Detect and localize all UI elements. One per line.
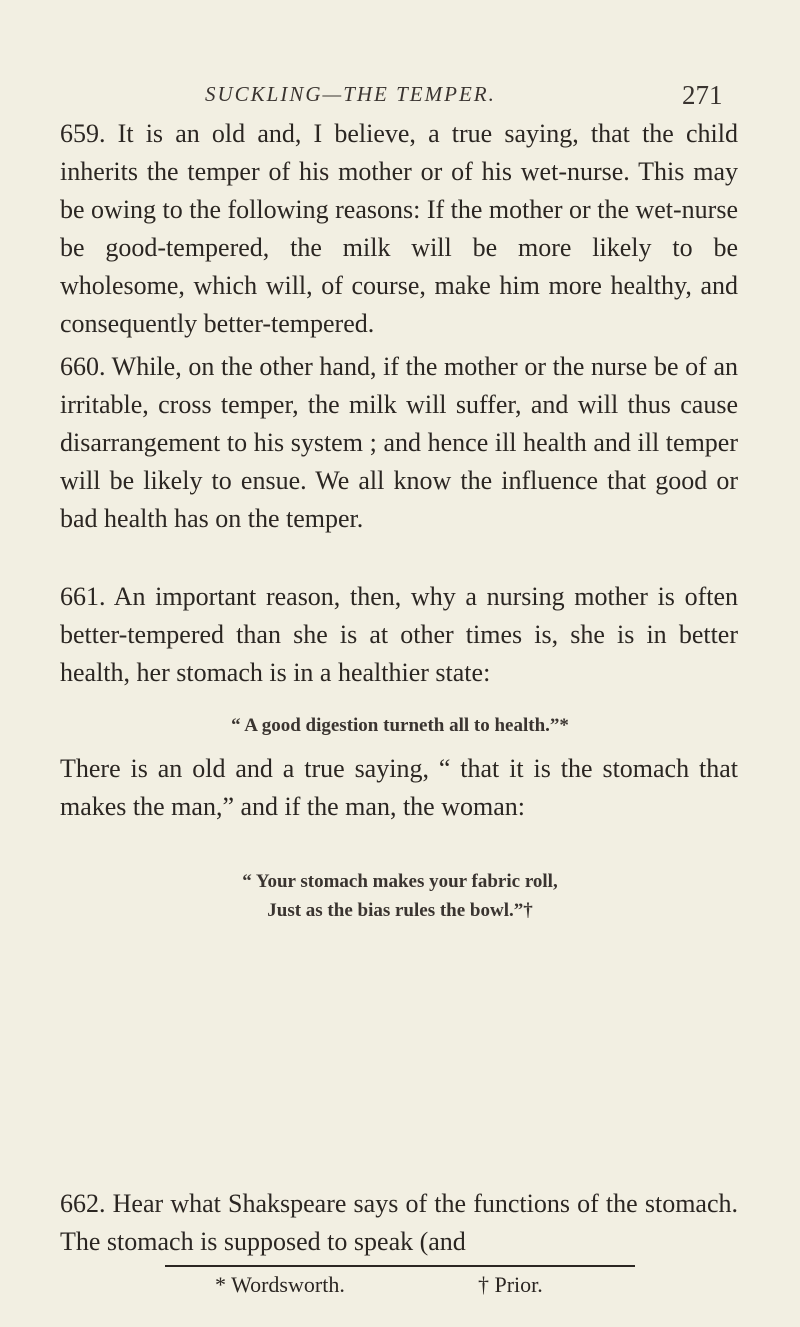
paragraph-660: 660. While, on the other hand, if the mother or the nurse be of an irritable, cross temper, the milk will suffer, and will thus cause disarrangement to his system ; and hence ill health and ill temper will be likely to ensue. We all know the influence that good or bad health has on the temper. <box>60 352 738 533</box>
quote-prior-line-2: Just as the bias rules the bowl.”† <box>267 900 533 921</box>
page-number: 271 <box>682 80 723 110</box>
paragraph-saying: There is an old and a true saying, “ that it is the stomach that makes the man,” and if the man, the woman: <box>60 754 738 821</box>
footnote-divider <box>165 1265 635 1267</box>
paragraph-662: 662. Hear what Shakspeare says of the functions of the stomach. The stomach is supposed to speak (and <box>60 1189 738 1256</box>
quote-prior-line-1: “ Your stomach makes your fabric roll, <box>242 871 558 892</box>
footnote-wordsworth: * Wordsworth. <box>215 1272 345 1297</box>
paragraph-661: 661. An important reason, then, why a nursing mother is often better-tempered than she is at other times is, she is in better health, her stomach is in a healthier state: <box>60 582 738 687</box>
quote-wordsworth: “ A good digestion turneth all to health.”* <box>231 715 569 736</box>
running-title: SUCKLING—THE TEMPER. <box>205 82 496 106</box>
paragraph-659: 659. It is an old and, I believe, a true saying, that the child inherits the temper of his mother or of his wet-nurse. This may be owing to the following reasons: If the mother or the wet-nurse be good-tempered, the milk will be more likely to be wholesome, which will, of course, make him more healthy, and consequently better-tempered. <box>60 119 738 338</box>
footnote-prior: † Prior. <box>478 1272 543 1297</box>
